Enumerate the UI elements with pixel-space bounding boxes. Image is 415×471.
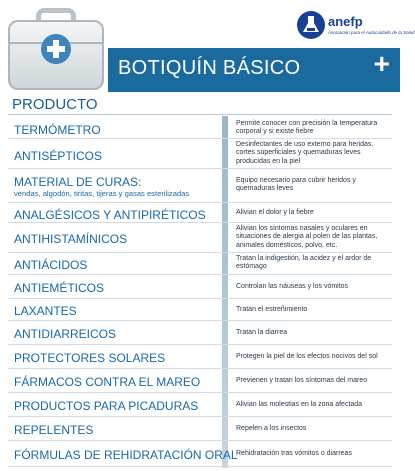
title-banner (108, 48, 400, 92)
product-name: ANALGÉSICOS Y ANTIPIRÉTICOS (14, 208, 206, 222)
product-description: Desinfectantes de uso externo para heridas, cortes superficiales y quemaduras leves producidas en la piel (236, 141, 374, 165)
logo-tagline: Asociación para el Autocuidado de la Salud (328, 30, 415, 35)
list-item (8, 275, 392, 299)
list-item (8, 393, 392, 417)
list-item (8, 169, 392, 203)
product-description: Alivian el dolor y la fiebre (236, 209, 314, 216)
list-item (8, 417, 392, 441)
product-name: FÓRMULAS DE REHIDRATACIÓN ORAL (14, 448, 238, 462)
product-name: ANTIHISTAMÍNICOS (14, 232, 128, 246)
list-item (8, 345, 392, 369)
list-item (8, 253, 392, 275)
product-name: LAXANTES (14, 304, 77, 318)
product-description: Alivian las molestias en la zona afectada (236, 401, 363, 408)
product-description: Tratan la diarrea (236, 329, 288, 336)
product-name: TERMÓMETRO (14, 123, 101, 137)
product-name: ANTIDIARREICOS (14, 327, 117, 341)
page-title: BOTIQUÍN BÁSICO (118, 57, 301, 79)
product-description: Controlan las náuseas y los vómitos (236, 283, 349, 290)
product-name: PRODUCTOS PARA PICADURAS (14, 399, 199, 413)
header-divider (8, 114, 392, 115)
product-subtitle: vendas, algodón, tiritas, tijeras y gasas esterilizadas (14, 189, 190, 198)
flask-logo-icon (296, 10, 326, 40)
product-description: Rehidratación tras vómitos o diarreas (236, 450, 352, 457)
list-item (8, 116, 392, 139)
product-description: Previenen y tratan los síntomas del mareo (236, 377, 368, 384)
anefp-logo (296, 8, 415, 48)
list-item (8, 139, 392, 169)
product-description: Equipo necesario para cubrir heridos y quemaduras leves (236, 177, 356, 193)
product-description: Tratan la indigestión, la acidez y el ardor de estómago (236, 255, 372, 271)
product-name: REPELENTES (14, 423, 94, 437)
product-name: ANTIEMÉTICOS (14, 281, 105, 295)
first-aid-kit-icon (8, 8, 104, 90)
product-description: Tratan el estreñimiento (236, 306, 308, 313)
product-name: FÁRMACOS CONTRA EL MAREO (14, 375, 201, 389)
logo-brand: anefp (328, 14, 363, 29)
product-name: MATERIAL DE CURAS: (14, 175, 142, 189)
product-description: Repelen a los insectos (236, 425, 307, 432)
list-item (8, 203, 392, 223)
product-name: ANTISÉPTICOS (14, 149, 103, 163)
product-description: Protegen la piel de los efectos nocivos del sol (236, 353, 378, 360)
product-description: Permite conocer con precisión la temperatura corporal y si existe fiebre (236, 120, 378, 136)
medical-cross-icon (41, 34, 71, 64)
product-description: Alivian los síntomas nasales y oculares en situaciones de alergia al polen de las plantas, animales domésticos, polvo, etc. (236, 225, 378, 249)
list-item (8, 299, 392, 321)
row-divider (8, 466, 392, 467)
product-column-header: PRODUCTO (12, 96, 98, 113)
list-item (8, 223, 392, 253)
plus-icon: + (373, 48, 390, 79)
list-item (8, 441, 392, 467)
list-item (8, 369, 392, 393)
product-name: PROTECTORES SOLARES (14, 351, 166, 365)
list-item (8, 321, 392, 345)
product-name: ANTIÁCIDOS (14, 258, 88, 272)
